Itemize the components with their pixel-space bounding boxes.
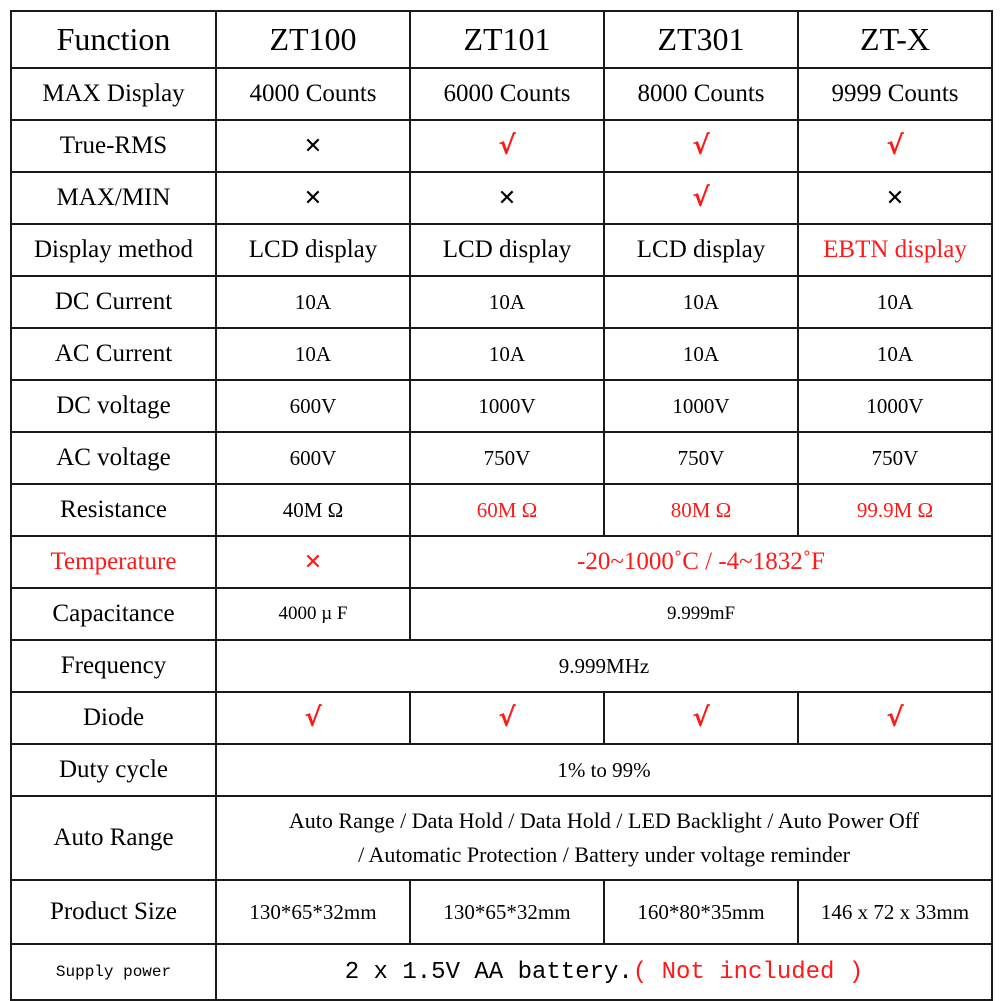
row-label: DC voltage xyxy=(11,380,216,432)
cell-value: LCD display xyxy=(216,224,410,276)
row-label: Product Size xyxy=(11,880,216,944)
row-dc-current xyxy=(11,276,992,328)
cell-value-highlight: 99.9M Ω xyxy=(798,484,992,536)
row-label: Auto Range xyxy=(11,796,216,880)
check-icon: √ xyxy=(604,172,798,224)
cell-value: 1000V xyxy=(410,380,604,432)
supply-value: 2 x 1.5V AA battery. xyxy=(344,958,633,986)
row-label: True-RMS xyxy=(11,120,216,172)
header-model-ztx: ZT-X xyxy=(798,11,992,68)
row-label: AC voltage xyxy=(11,432,216,484)
features-line-1: Auto Range / Data Hold / Data Hold / LED Backlight / Auto Power Off xyxy=(288,808,920,833)
cell-value: 10A xyxy=(410,328,604,380)
row-ac-voltage xyxy=(11,432,992,484)
row-label: Display method xyxy=(11,224,216,276)
row-label: MAX/MIN xyxy=(11,172,216,224)
cross-icon: ✕ xyxy=(216,536,410,588)
row-label: DC Current xyxy=(11,276,216,328)
row-label: Frequency xyxy=(11,640,216,692)
features-text xyxy=(217,804,991,872)
header-function: Function xyxy=(11,11,216,68)
header-model-zt101: ZT101 xyxy=(410,11,604,68)
cell-value: 40M Ω xyxy=(216,484,410,536)
cell-value-merged: 1% to 99% xyxy=(216,744,992,796)
row-diode xyxy=(11,692,992,744)
cross-icon: ✕ xyxy=(216,172,410,224)
comparison-table xyxy=(10,10,993,1001)
cell-value: 9999 Counts xyxy=(798,68,992,120)
row-label: MAX Display xyxy=(11,68,216,120)
row-duty-cycle xyxy=(11,744,992,796)
header-model-zt301: ZT301 xyxy=(604,11,798,68)
check-icon: √ xyxy=(798,120,992,172)
cell-value-merged xyxy=(216,796,992,880)
cell-value: 750V xyxy=(798,432,992,484)
cell-value: LCD display xyxy=(604,224,798,276)
row-supply-power xyxy=(11,944,992,1000)
cell-value: 750V xyxy=(604,432,798,484)
cell-value: 1000V xyxy=(798,380,992,432)
check-icon: √ xyxy=(410,692,604,744)
row-display-method xyxy=(11,224,992,276)
check-icon: √ xyxy=(604,692,798,744)
cell-value: 10A xyxy=(604,276,798,328)
cell-value: 4000 Counts xyxy=(216,68,410,120)
row-true-rms xyxy=(11,120,992,172)
cell-value: 600V xyxy=(216,380,410,432)
cell-value: 130*65*32mm xyxy=(216,880,410,944)
cell-value: 160*80*35mm xyxy=(604,880,798,944)
check-icon: √ xyxy=(410,120,604,172)
cell-value: 10A xyxy=(798,276,992,328)
cell-value: 1000V xyxy=(604,380,798,432)
cell-value-merged xyxy=(216,944,992,1000)
row-label: Diode xyxy=(11,692,216,744)
check-icon: √ xyxy=(216,692,410,744)
row-capacitance xyxy=(11,588,992,640)
row-label: Duty cycle xyxy=(11,744,216,796)
row-auto-range xyxy=(11,796,992,880)
cell-value: LCD display xyxy=(410,224,604,276)
cell-value-merged: 9.999MHz xyxy=(216,640,992,692)
cell-value: 146 x 72 x 33mm xyxy=(798,880,992,944)
cell-value: 600V xyxy=(216,432,410,484)
row-label: Supply power xyxy=(11,944,216,1000)
cell-value: 10A xyxy=(216,328,410,380)
cell-value: 6000 Counts xyxy=(410,68,604,120)
supply-note: ( Not included ) xyxy=(632,958,864,986)
row-label-highlight: Temperature xyxy=(11,536,216,588)
row-label: Capacitance xyxy=(11,588,216,640)
features-line-2: / Automatic Protection / Battery under voltage reminder xyxy=(358,842,850,867)
row-resistance xyxy=(11,484,992,536)
row-max-display xyxy=(11,68,992,120)
cell-value: 10A xyxy=(410,276,604,328)
header-row xyxy=(11,11,992,68)
row-label: Resistance xyxy=(11,484,216,536)
cell-value: 10A xyxy=(798,328,992,380)
row-label: AC Current xyxy=(11,328,216,380)
row-temperature xyxy=(11,536,992,588)
cell-value: 10A xyxy=(604,328,798,380)
row-product-size xyxy=(11,880,992,944)
cell-value-merged: -20~1000˚C / -4~1832˚F xyxy=(410,536,992,588)
cross-icon: ✕ xyxy=(410,172,604,224)
cell-value-highlight: 80M Ω xyxy=(604,484,798,536)
row-max-min xyxy=(11,172,992,224)
check-icon: √ xyxy=(798,692,992,744)
row-dc-voltage xyxy=(11,380,992,432)
cell-value: 750V xyxy=(410,432,604,484)
cell-value: 10A xyxy=(216,276,410,328)
header-model-zt100: ZT100 xyxy=(216,11,410,68)
row-frequency xyxy=(11,640,992,692)
cross-icon: ✕ xyxy=(798,172,992,224)
cell-value-highlight: EBTN display xyxy=(798,224,992,276)
check-icon: √ xyxy=(604,120,798,172)
cell-value-highlight: 60M Ω xyxy=(410,484,604,536)
cell-value-merged: 9.999mF xyxy=(410,588,992,640)
cell-value: 130*65*32mm xyxy=(410,880,604,944)
cell-value: 8000 Counts xyxy=(604,68,798,120)
row-ac-current xyxy=(11,328,992,380)
cross-icon: ✕ xyxy=(216,120,410,172)
cell-value: 4000 µ F xyxy=(216,588,410,640)
